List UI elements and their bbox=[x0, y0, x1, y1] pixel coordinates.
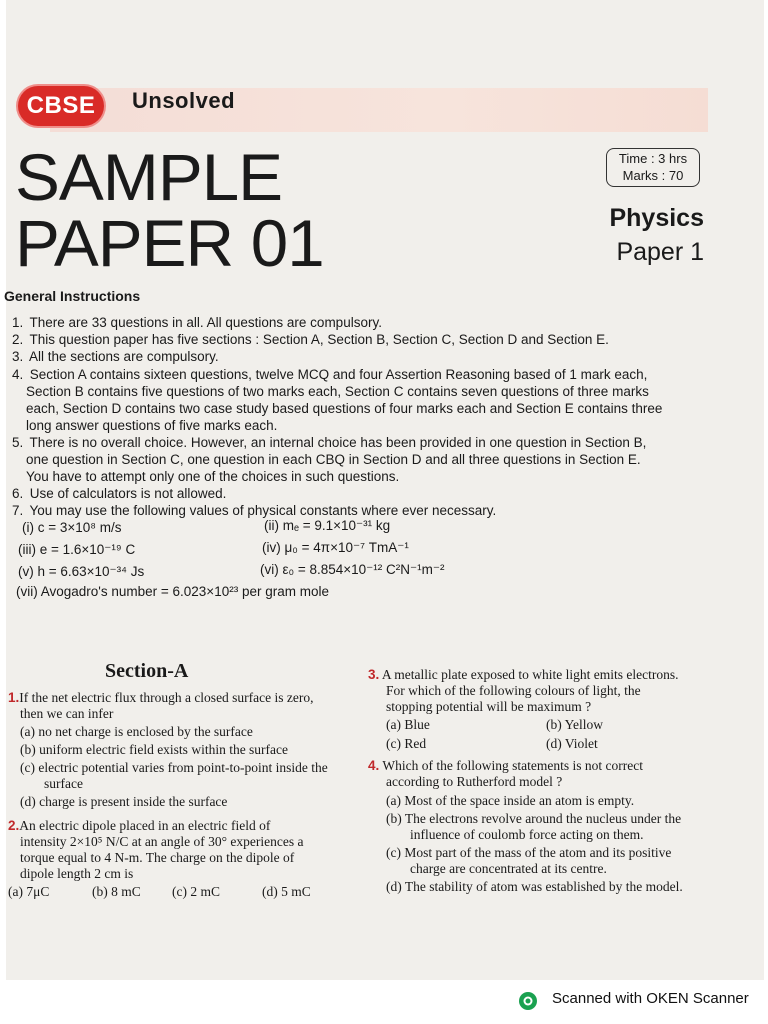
constant-e: (iii) e = 1.6×10⁻¹⁹ C bbox=[18, 542, 136, 557]
constant-h: (v) h = 6.63×10⁻³⁴ Js bbox=[18, 564, 145, 579]
constant-c: (i) c = 3×10⁸ m/s bbox=[22, 520, 122, 535]
scanner-watermark: Scanned with OKEN Scanner bbox=[552, 990, 749, 1007]
instruction-6: 6. Use of calculators is not allowed. bbox=[12, 486, 227, 501]
title-line2: PAPER 01 bbox=[15, 206, 324, 280]
title-line1: SAMPLE bbox=[15, 140, 283, 214]
instruction-4: 4. Section A contains sixteen questions, twelve MCQ and four Assertion Reasoning based of 1 mark each, Section B contains five questions of two marks each, Section C contains seven questions of three marks each, Section D contains two case study based questions of four marks each and Section E contains three long answer questions of five marks each. bbox=[12, 367, 663, 433]
instruction-5: 5. There is no overall choice. However, an internal choice has been provided in one question in Section B, one question in Section C, one question in each CBQ in Section D and all three questions in Section E. You have to attempt only one of the choices in such questions. bbox=[12, 435, 647, 484]
question-4: 4. Which of the following statements is not correct according to Rutherford model ? (a) Most of the space inside an atom is empty. (b) The electrons revolve around the nucleus under the influence of coulomb force acting on them. (c) Most part of the mass of the atom and its positive charge are concentrated at its centre. (d) The stability of atom was established by the model. bbox=[368, 758, 683, 894]
unsolved-label: Unsolved bbox=[132, 88, 236, 113]
constant-me: (ii) mₑ = 9.1×10⁻³¹ kg bbox=[264, 518, 391, 533]
marks-label: Marks : 70 bbox=[622, 168, 684, 183]
instruction-2: 2. This question paper has five sections : Section A, Section B, Section C, Section D and Section E. bbox=[12, 332, 609, 347]
constant-eps0: (vi) ε₀ = 8.854×10⁻¹² C²N⁻¹m⁻² bbox=[260, 562, 445, 577]
instruction-7: 7. You may use the following values of physical constants where ever necessary. bbox=[12, 503, 497, 518]
constant-mu0: (iv) μ₀ = 4π×10⁻⁷ TmA⁻¹ bbox=[262, 540, 409, 555]
paper-label: Paper 1 bbox=[616, 238, 704, 266]
question-1: 1.If the net electric flux through a closed surface is zero, then we can infer (a) no net charge is enclosed by the surface (b) uniform electric field exists within the surface (c) electric potential varies from point-to-point inside the surface (d) charge is present inside the surface bbox=[8, 690, 328, 809]
instructions-heading: General Instructions bbox=[4, 288, 141, 304]
section-a-title: Section-A bbox=[105, 660, 189, 682]
question-3: 3. A metallic plate exposed to white light emits electrons. For which of the following colours of light, the stopping potential will be maximum ? (a) Blue (b) Yellow (c) Red (d) Violet bbox=[368, 667, 679, 751]
question-2: 2.An electric dipole placed in an electric field of intensity 2×10⁵ N/C at an angle of 30° experiences a torque equal to 4 N-m. The charge on the dipole of dipole length 2 cm is (a) 7μC (b) 8 mC (c) 2 mC (d) 5 mC bbox=[8, 818, 311, 899]
time-label: Time : 3 hrs bbox=[618, 151, 688, 166]
instruction-3: 3. All the sections are compulsory. bbox=[12, 349, 219, 364]
subject-label: Physics bbox=[609, 204, 704, 232]
oken-scanner-icon bbox=[518, 991, 538, 1011]
cbse-badge: CBSE bbox=[18, 86, 104, 126]
time-marks-box bbox=[606, 148, 700, 187]
instruction-1: 1. There are 33 questions in all. All questions are compulsory. bbox=[12, 315, 382, 330]
constant-avogadro: (vii) Avogadro's number = 6.023×10²³ per gram mole bbox=[16, 584, 329, 599]
